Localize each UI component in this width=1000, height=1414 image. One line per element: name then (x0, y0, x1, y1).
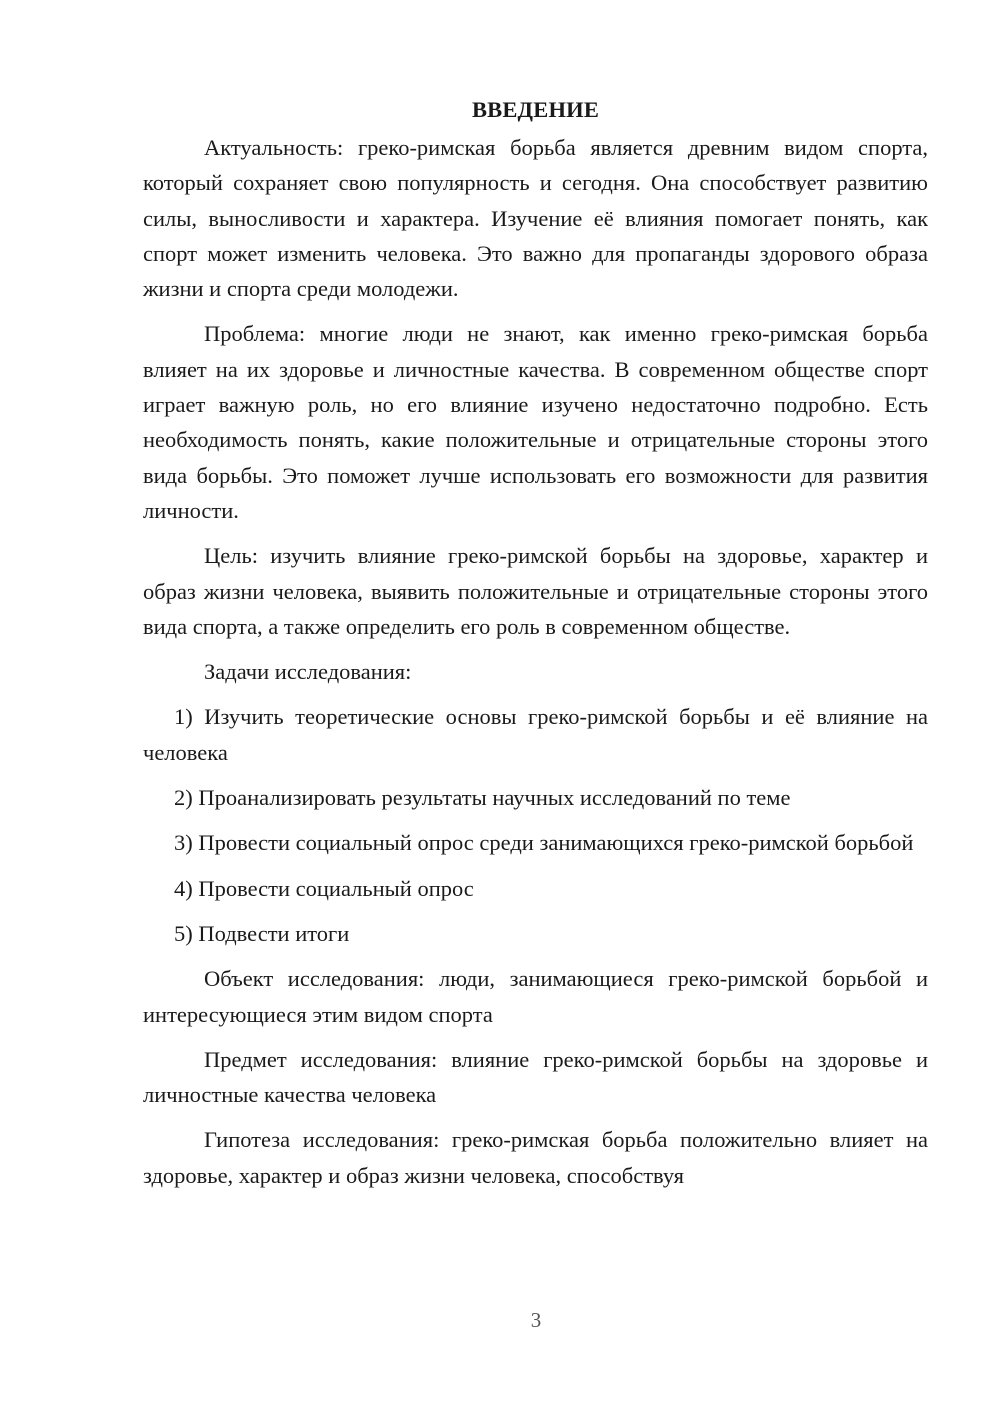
task-item-2: 2) Проанализировать результаты научных исследований по теме (174, 785, 791, 811)
document-body (143, 92, 928, 1203)
paragraph-subject: Предмет исследования: влияние греко-римской борьбы на здоровье и личностные качества человека (143, 1046, 928, 1108)
task-item-1: 1) Изучить теоретические основы греко-римской борьбы и её влияние на человека (143, 704, 928, 765)
paragraph-problem: Проблема: многие люди не знают, как именно греко-римская борьба влияет на их здоровье и личностные качества. В современном обществе спорт играет важную роль, но его влияние изучено недостаточно подробно. Есть необходимость понять, какие положительные и отрицательные стороны этого вида борьбы. Это поможет лучше использовать его возможности для развития личности. (143, 321, 928, 523)
task-item-5: 5) Подвести итоги (174, 920, 350, 946)
section-title: ВВЕДЕНИЕ (471, 97, 600, 122)
paragraph-goal: Цель: изучить влияние греко-римской борьбы на здоровье, характер и образ жизни человека, выявить положительные и отрицательные стороны этого вида спорта, а также определить его роль в современном обществе. (143, 543, 928, 639)
task-item-4: 4) Провести социальный опрос (174, 875, 474, 901)
paragraph-hypothesis: Гипотеза исследования: греко-римская борьба положительно влияет на здоровье, характер и образ жизни человека, способствуя (143, 1127, 928, 1188)
paragraph-object: Объект исследования: люди, занимающиеся греко-римской борьбой и интересующиеся этим видом спорта (143, 966, 928, 1027)
tasks-heading: Задачи исследования: (204, 659, 412, 685)
page-number: 3 (530, 1308, 542, 1332)
paragraph-relevance: Актуальность: греко-римская борьба является древним видом спорта, который сохраняет свою популярность и сегодня. Она способствует развитию силы, выносливости и характера. Изучение её влияния помогает понять, как спорт может изменить человека. Это важно для пропаганды здорового образа жизни и спорта среди молодежи. (143, 135, 928, 302)
task-item-3: 3) Провести социальный опрос среди занимающихся греко-римской борьбой (174, 830, 914, 856)
